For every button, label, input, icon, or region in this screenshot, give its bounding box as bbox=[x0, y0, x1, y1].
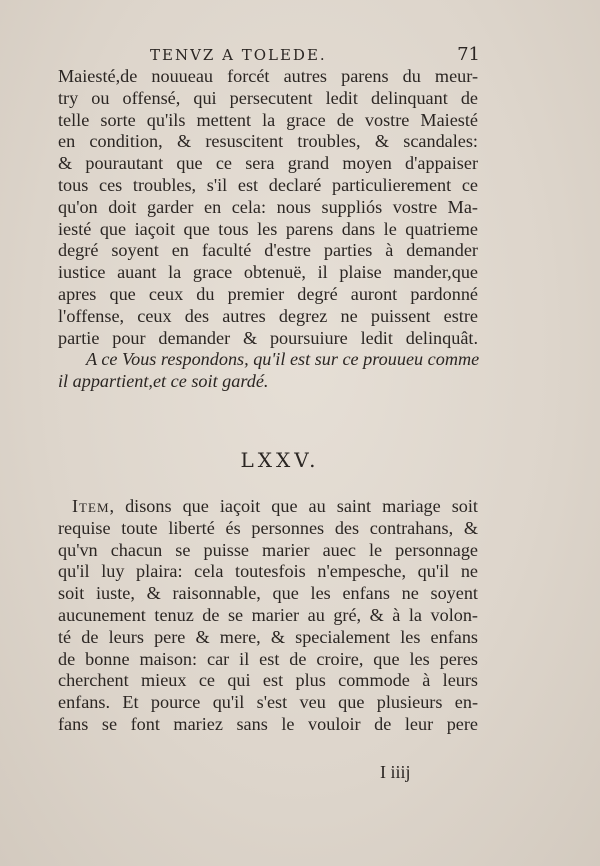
running-title: TENVZ A TOLEDE. bbox=[150, 46, 327, 64]
section-heading: LXXV. bbox=[240, 448, 320, 472]
text-line: en condition, & resuscitent troubles, & scandales: bbox=[58, 131, 478, 152]
text-line: iesté que iaçoit que tous les parens dans le quatrieme bbox=[58, 218, 478, 239]
text-line: soit iuste, & raisonnable, que les enfans ne soyent bbox=[58, 583, 478, 604]
text-line: l'offense, ceux des autres degrez ne puissent estre bbox=[58, 305, 478, 326]
text-line: requise toute liberté és personnes des contrahans, & bbox=[58, 517, 478, 538]
text-line: apres que ceux du premier degré auront pardonné bbox=[58, 283, 478, 304]
text-line: qu'il luy plaira: cela toutesfois n'empesche, qu'il ne bbox=[58, 561, 478, 582]
text-line: tous ces troubles, s'il est declaré particulierement ce bbox=[58, 174, 478, 195]
paragraph-main bbox=[58, 66, 478, 393]
text-line: try ou offensé, qui persecutent ledit delinquant de bbox=[58, 87, 478, 108]
reply-line: A ce Vous respondons, qu'il est sur ce prouueu comme bbox=[86, 349, 480, 370]
text-line: qu'on doit garder en cela: nous suppliós vostre Ma- bbox=[58, 196, 478, 217]
page-number: 71 bbox=[457, 44, 480, 65]
signature-mark: I iiij bbox=[380, 762, 411, 782]
text-line: aucunement tenuz de se marier au gré, & à la volon- bbox=[58, 604, 478, 625]
text-line: té de leurs pere & mere, & specialement les enfans bbox=[58, 626, 478, 647]
text-line: qu'vn chacun se puisse marier auec le personnage bbox=[58, 539, 478, 560]
text-line: degré soyent en faculté d'estre parties à demander bbox=[58, 240, 478, 261]
text-line: telle sorte qu'ils mettent la grace de vostre Maiesté bbox=[58, 109, 478, 130]
text-line-rest: , disons que iaçoit que au saint mariage soit bbox=[109, 496, 478, 516]
text-line: Maiesté,de nouueau forcét autres parens du meur- bbox=[58, 66, 478, 86]
text-line: & pourautant que ce sera grand moyen d'appaiser bbox=[58, 153, 478, 174]
paragraph-lxxv bbox=[58, 496, 478, 736]
initial-word: Item bbox=[72, 496, 110, 516]
text-line: de bonne maison: car il est de croire, que les peres bbox=[58, 648, 478, 669]
text-line-first bbox=[58, 496, 478, 518]
text-line: enfans. Et pource qu'il s'est veu que plusieurs en- bbox=[58, 692, 478, 713]
text-line: cherchent mieux ce qui est plus commode à leurs bbox=[58, 670, 478, 691]
text-line: partie pour demander & poursuiure ledit delinquât. bbox=[58, 327, 478, 348]
text-line: fans se font mariez sans le vouloir de leur pere bbox=[58, 713, 478, 734]
text-line: iustice auant la grace obtenuë, il plaise mander,que bbox=[58, 262, 478, 283]
reply-line: il appartient,et ce soit gardé. bbox=[58, 371, 269, 392]
